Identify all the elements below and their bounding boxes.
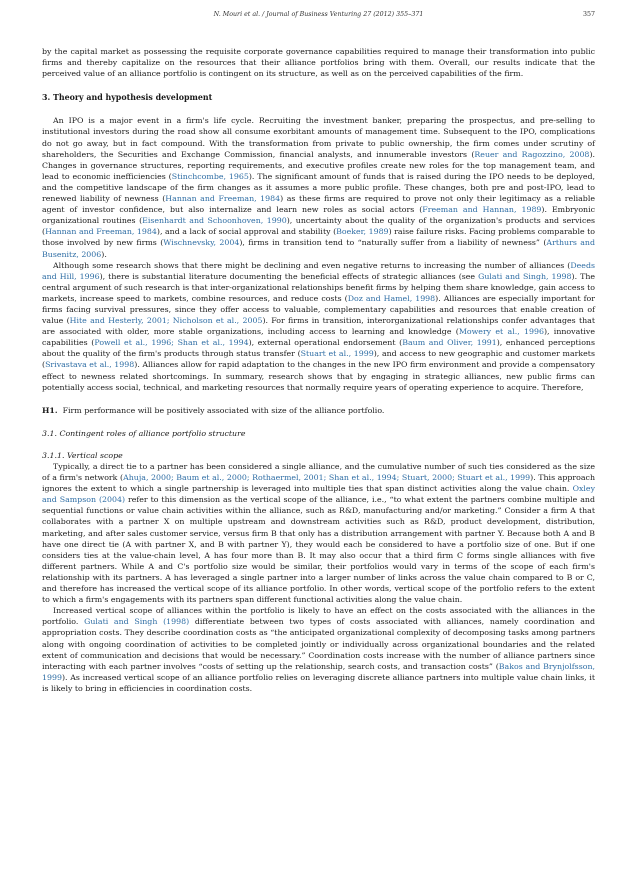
text-run: ), and access to new geographic and customer markets ( (42, 349, 595, 370)
text-run: ), and a lack of social approval and stability ( (156, 227, 337, 237)
citation-link[interactable]: Reuer and Ragozzino, 2008 (474, 149, 590, 159)
article-body (42, 46, 595, 694)
citation-link[interactable]: Hannan and Freeman, 1984 (165, 194, 281, 204)
text-run: ). Embryonic organizational routines ( (42, 205, 595, 226)
text-run: ), innovative capabilities ( (42, 327, 595, 348)
citation-link[interactable]: Stuart et al., 1999 (300, 349, 374, 359)
text-run: ), firms in transition tend to “naturally suffer from a liability of newness” ( (239, 238, 547, 248)
section3-paragraph-2 (42, 260, 595, 393)
text-run: Although some research shows that there might be declining and even negative returns to increasing the number of alliances ( (53, 260, 571, 270)
text-run: ). The significant amount of funds that is raised during the IPO needs to be deployed, and the competitive landscape of the firm changes as it assumes a more public profile. These changes, both pre and post-IPO, lead to renewed liability of newness ( (42, 171, 595, 204)
text-run: ). (101, 249, 107, 259)
citation-link[interactable]: Doz and Hamel, 1998 (347, 293, 436, 303)
text-run: ). For firms in transition, interorganizational relationships confer advantages that are associated with older, more stable organizations, including access to learning and knowledge ( (42, 316, 595, 337)
text-run: Increased vertical scope of alliances within the portfolio is likely to have an effect on the costs associated with the alliances in the portfolio. (42, 606, 595, 627)
text-run: ), there is substantial literature documenting the beneficial effects of strategic alliances (see (99, 271, 479, 281)
text-run: ). Alliances allow for rapid adaptation to the changes in the new IPO firm environment and provide a compensatory effect to newness related shortcomings. In summary, research shows that by engaging in strategic alliances, new public firms can potentially access social, technical, and marketing resources that normally require years of operating experience to acquire. Therefore, (42, 360, 595, 392)
citation-link[interactable]: Mowery et al., 1996 (458, 327, 544, 337)
section31-paragraph-2 (42, 605, 595, 694)
text-run: differentiate between two types of costs associated with alliances, namely coordination and appropriation costs. They describe coordination costs as “the anticipated organizational complexity of decomposing tasks among partners along with ongoing coordination of activities to be completed jointly or individually across organizational boundaries and the related extent of communication and decisions that would be necessary.” Coordination costs increase with the number of alliance partners since interacting with each partner involves “costs of setting up the relationship, search costs, and transaction costs” ( (42, 617, 596, 671)
citation-link[interactable]: Ahuja, 2000; Baum et al., 2000; Rothaermel, 2001; Shan et al., 1994; Stuart, 2000; Stuart et al., 1999 (123, 473, 531, 483)
text-run: ). Alliances are especially important for firms facing survival pressures, since they offer access to valuable, complementary capabilities and resources that enable creation of value ( (42, 293, 595, 326)
citation-link[interactable]: Stinchcombe, 1965 (171, 171, 249, 181)
citation-link[interactable]: Gulati and Singh, 1998 (478, 271, 572, 281)
subsubsection-heading: 3.1.1. Vertical scope (42, 450, 123, 460)
hypothesis-text: Firm performance will be positively associated with size of the alliance portfolio. (62, 405, 385, 415)
subsection-heading: 3.1. Contingent roles of alliance portfolio structure (42, 428, 246, 438)
hypothesis-h1 (42, 405, 595, 416)
citation-link[interactable]: Bakos and Brynjolfsson, 1999 (42, 661, 595, 682)
section31-paragraph-1 (42, 461, 595, 605)
text-run: ), uncertainty about the quality of the organization's products and services ( (42, 216, 595, 237)
citation-link[interactable]: Baum and Oliver, 1991 (402, 338, 497, 348)
citation-link[interactable]: Wischnevsky, 2004 (163, 238, 240, 248)
citation-link[interactable]: Gulati and Singh (1998) (84, 617, 190, 627)
citation-link[interactable]: Deeds and Hill, 1996 (42, 260, 595, 281)
section3-paragraph-1 (42, 115, 595, 259)
text-run: ). Changes in governance structures, reporting requirements, and executive profiles create new roles for the top management team, and lead to economic inefficiencies ( (42, 149, 595, 181)
text-run: Typically, a direct tie to a partner has been considered a single alliance, and the cumulative number of such ties considered as the size of a firm's network ( (42, 462, 595, 483)
citation-link[interactable]: Freeman and Hannan, 1989 (422, 205, 542, 215)
text-run: ). The central argument of such research is that inter-organizational relationships benefit firms by helping them share knowledge, gain access to markets, increase speed to markets, combine resources, and reduce costs ( (42, 271, 596, 303)
citation-link[interactable]: Hite and Hesterly, 2001; Nicholson et al., 2005 (69, 316, 263, 326)
citation-link[interactable]: Arthurs and Busenitz, 2006 (42, 238, 595, 259)
text-run: ) as these firms are required to prove not only their legitimacy as a reliable agent of investor confidence, but also internalize and learn new roles as social actors ( (42, 194, 595, 215)
running-head (42, 11, 595, 23)
citation-link[interactable]: Hannan and Freeman, 1984 (45, 227, 157, 237)
text-run: ). This approach ignores the extent to which a single partnership is leveraged into multiple ties that span distinct activities along the value chain. (42, 473, 595, 494)
citation-link[interactable]: Powell et al., 1996; Shan et al., 1994 (94, 338, 249, 348)
intro-paragraph: by the capital market as possessing the requisite corporate governance capabilities required to manage their transformation into public firms and thereby capitalize on the resources that their alliance portfolios bring with them. Overall, our results indicate that the perceived value of an alliance portfolio is contingent on its structure, as well as on the perceived capabilities of the firm. (42, 47, 595, 79)
citation-link[interactable]: Boeker, 1989 (336, 227, 389, 237)
text-run: An IPO is a major event in a firm's life cycle. Recruiting the investment banker, preparing the prospectus, and pre-selling to institutional investors during the road show all consume exorbitant amounts of management time. Subsequent to the IPO, complications do not go away, but in fact compound. With the transformation from private to public ownership, the firm comes under scrutiny of shareholders, the Securities and Exchange Commission, financial analysts, and innumerable investors ( (42, 116, 595, 159)
text-run: ) raise failure risks. Facing problems comparable to those involved by new firms ( (42, 227, 596, 248)
citation-link[interactable]: Oxley and Sampson (2004) (42, 484, 595, 505)
hypothesis-label: H1. (42, 405, 58, 415)
page-number: 357 (582, 11, 595, 18)
citation-link[interactable]: Srivastava et al., 1998 (45, 360, 135, 370)
text-run: ), enhanced perceptions about the quality of the firm's products through status transfer ( (42, 338, 595, 359)
text-run: refer to this dimension as the vertical scope of the alliance, i.e., “to what extent the partners combine multiple and sequential functions or value chain activities within the alliance, such as R&D, manufacturing and/or marketing.” Consider a firm A that collaborates with a partner X on multiple upstream and downstream activities such as R&D, product development, distribution, marketing, and after sales customer service, versus firm B that only has a distribution arrangement with partner Y. Because both A and B have one direct tie (A with partner X, and B with partner Y), they would each be considered to have a portfolio size of one. But if one considers ties at the value-chain level, A has four more than B. It may also occur that a third firm C forms single alliances with five different partners. While A and C's portfolio size would be similar, their portfolios would vary in terms of the scope of each firm's relationship with its partners. A has leveraged a single partner into a larger number of links across the value chain compared to B or C, and therefore has increased the vertical scope of its alliance portfolio. In other words, vertical scope of the portfolio refers to the extent to which a firm's engagements with its partners span different functional activities along the value chain. (42, 495, 595, 605)
citation-link[interactable]: Eisenhardt and Schoonhoven, 1990 (142, 216, 287, 226)
text-run: ), external operational endorsement ( (248, 338, 403, 348)
section-heading: 3. Theory and hypothesis development (42, 93, 213, 103)
text-run: ). As increased vertical scope of an alliance portfolio relies on leveraging discrete alliance partners into multiple value chain links, it is likely to bring in efficiencies in coordination costs. (42, 672, 595, 693)
running-title: N. Mouri et al. / Journal of Business Venturing 27 (2012) 355–371 (213, 11, 424, 18)
